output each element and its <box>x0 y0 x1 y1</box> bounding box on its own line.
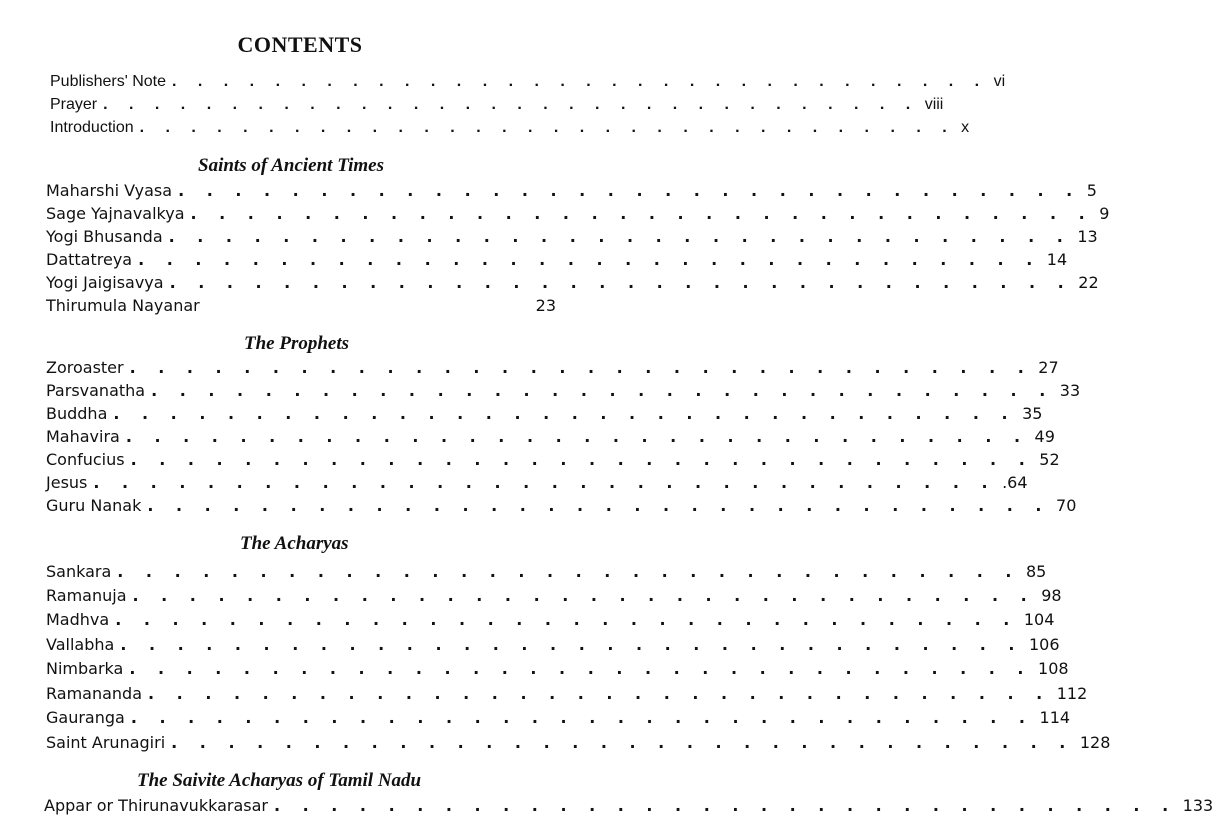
entry-page-number: 70 <box>1056 496 1077 515</box>
entry-page-number: 5 <box>1086 181 1097 200</box>
entry-label: Yogi Jaigisavya <box>46 273 164 292</box>
toc-entry[interactable] <box>46 449 1060 471</box>
entry-page-number: 133 <box>1182 796 1213 815</box>
section-heading: The Saivite Acharyas of Tamil Nadu <box>137 770 422 791</box>
entry-page-number: 52 <box>1039 450 1060 469</box>
entry-page-number: 13 <box>1077 227 1098 246</box>
toc-entry[interactable] <box>46 357 1059 379</box>
entry-label: Yogi Bhusanda <box>46 227 163 246</box>
leader-dots: . . . . . . . . . . . . . . . . . . . . . . . . . . . . . . . . <box>130 708 1034 727</box>
entry-page-number: viii <box>924 96 944 113</box>
entry-page-number: 106 <box>1029 635 1060 654</box>
entry-page-number: 85 <box>1025 562 1047 581</box>
toc-entry[interactable] <box>50 94 944 116</box>
leader-dots: . . . . . . . . . . . . . . . . . . . . . . . . . . . . . . . . <box>125 427 1029 446</box>
entry-label: Buddha <box>46 404 108 423</box>
leader-dots: . . . . . . . . . . . . . . . . . . . . . . . . . . . . . . . . <box>147 496 1051 515</box>
leader-dots: . . . . . . . . . . . . . . . . . . . . . . . . . . . . . . . . <box>132 586 1036 605</box>
entry-page-number: 108 <box>1038 659 1069 678</box>
entry-label: Dattatreya <box>46 250 133 269</box>
leader-dots: . . . . . . . . . . . . . . . . . . . . . . . . . . . . . . . . <box>115 610 1018 629</box>
entry-label: Maharshi Vyasa <box>46 181 173 200</box>
toc-entry[interactable] <box>46 295 556 317</box>
leader-dots: . . . . . . . . . . . . . . . . . . . . . . . . . . . . . . . . <box>103 96 919 113</box>
leader-dots: . . . . . . . . . . . . . . . . . . . . . . . . . . . . . . . . <box>129 659 1033 678</box>
leader-dots: . . . . . . . . . . . . . . . . . . . . . . . . . . . . . . . . <box>169 273 1073 292</box>
toc-entry[interactable] <box>50 71 1006 93</box>
toc-entry[interactable] <box>44 795 1213 817</box>
entry-page-number: 114 <box>1039 708 1071 727</box>
leader-dots: . . . . . . . . . . . . . . . . . . . . . . . . . . . . . . . . <box>168 227 1072 246</box>
entry-page-number: 27 <box>1038 358 1059 377</box>
leader-dots: . . . . . . . . . . . . . . . . . . . . . . . . . . . . . . . . <box>178 181 1081 200</box>
entry-label: Zoroaster <box>46 358 124 377</box>
page-title: CONTENTS <box>237 32 363 57</box>
toc-entry[interactable] <box>46 249 1068 271</box>
entry-label: Ramananda <box>46 684 143 703</box>
entry-page-number: 98 <box>1041 586 1062 605</box>
leader-dots: . . . . . . . . . . . . . . . . . . . . . . . . . . . . . . . . <box>117 562 1020 581</box>
toc-entry[interactable] <box>46 634 1060 656</box>
entry-page-number: 104 <box>1023 610 1055 629</box>
entry-label: Publishers' Note <box>50 73 166 90</box>
toc-entry[interactable] <box>46 495 1077 517</box>
leader-dots: . . . . . . . . . . . . . . . . . . . . . . . . . . . . . . . . <box>172 73 988 90</box>
leader-dots: . . . . . . . . . . . . . . . . . . . . . . . . . . . . . . . . <box>120 635 1023 654</box>
entry-label: Introduction <box>50 119 134 136</box>
entry-label: Thirumula Nayanar <box>46 296 200 315</box>
entry-label: Nimbarka <box>46 659 124 678</box>
entry-page-number: 112 <box>1056 684 1088 703</box>
toc-entry[interactable] <box>46 732 1111 754</box>
leader-dots: . . . . . . . . . . . . . . . . . . . . . . . . . . . . . . . . <box>151 381 1054 400</box>
toc-entry[interactable] <box>46 609 1055 631</box>
section-heading: The Acharyas <box>240 533 349 554</box>
toc-entry[interactable] <box>46 226 1098 248</box>
entry-page-number: 23 <box>535 296 556 315</box>
entry-label: Saint Arunagiri <box>46 733 166 752</box>
entry-page-number: x <box>961 119 970 136</box>
entry-page-number: .64 <box>1002 473 1028 492</box>
toc-entry[interactable] <box>46 272 1099 294</box>
toc-entry[interactable] <box>46 180 1097 202</box>
entry-label: Mahavira <box>46 427 120 446</box>
toc-entry[interactable] <box>46 403 1043 425</box>
toc-entry[interactable] <box>46 683 1088 705</box>
entry-label: Parsvanatha <box>46 381 146 400</box>
entry-label: Vallabha <box>46 635 115 654</box>
leader-dots: . . . . . . . . . . . . . . . . . . . . . . . . . . . . . . . . <box>93 473 997 492</box>
entry-page-number: 9 <box>1099 204 1110 223</box>
entry-page-number: 33 <box>1059 381 1081 400</box>
entry-label: Jesus <box>46 473 88 492</box>
toc-entry[interactable] <box>46 561 1047 583</box>
toc-entry[interactable] <box>46 203 1110 225</box>
entry-label: Prayer <box>50 96 98 113</box>
entry-label: Guru Nanak <box>46 496 142 515</box>
toc-entry[interactable] <box>50 117 970 139</box>
entry-label: Ramanuja <box>46 586 127 605</box>
leader-dots: . . . . . . . . . . . . . . . . . . . . . . . . . . . . . . . . <box>130 450 1034 469</box>
leader-dots: . . . . . . . . . . . . . . . . . . . . . . . . . . . . . . . . <box>138 250 1041 269</box>
section-heading: The Prophets <box>244 333 350 354</box>
entry-page-number: 22 <box>1078 273 1099 292</box>
leader-dots: . . . . . . . . . . . . . . . . . . . . . . . . . . . . . . . . <box>190 204 1094 223</box>
entry-page-number: 128 <box>1079 733 1111 752</box>
entry-page-number: 35 <box>1022 404 1043 423</box>
entry-label: Madhva <box>46 610 110 629</box>
toc-entry[interactable] <box>46 585 1062 607</box>
leader-dots: . . . . . . . . . . . . . . . . . . . . . . . . . . . . . . . . <box>113 404 1017 423</box>
entry-label: Gauranga <box>46 708 125 727</box>
toc-entry[interactable] <box>46 380 1081 402</box>
entry-page-number: 49 <box>1034 427 1055 446</box>
entry-page-number: vi <box>993 73 1006 90</box>
leader-dots: . . . . . . . . . . . . . . . . . . . . . . . . . . . . . . . . <box>171 733 1074 752</box>
section-heading: Saints of Ancient Times <box>198 155 384 176</box>
entry-label: Sage Yajnavalkya <box>46 204 185 223</box>
leader-dots: . . . . . . . . . . . . . . . . . . . . . . . . . . . . . . . . <box>129 358 1033 377</box>
entry-label: Confucius <box>46 450 125 469</box>
toc-entry[interactable] <box>46 426 1055 448</box>
toc-entry[interactable] <box>46 472 1028 494</box>
entry-page-number: 14 <box>1046 250 1068 269</box>
toc-entry[interactable] <box>46 658 1069 680</box>
leader-dots: . . . . . . . . . . . . . . . . . . . . . . . . . . . . . . . . <box>273 796 1177 815</box>
leader-dots: . . . . . . . . . . . . . . . . . . . . . . . . . . . . . . . . <box>139 119 956 136</box>
leader-dots: . . . . . . . . . . . . . . . . . . . . . . . . . . . . . . . . <box>148 684 1051 703</box>
entry-label: Appar or Thirunavukkarasar <box>44 796 268 815</box>
entry-label: Sankara <box>46 562 112 581</box>
toc-entry[interactable] <box>46 707 1071 729</box>
